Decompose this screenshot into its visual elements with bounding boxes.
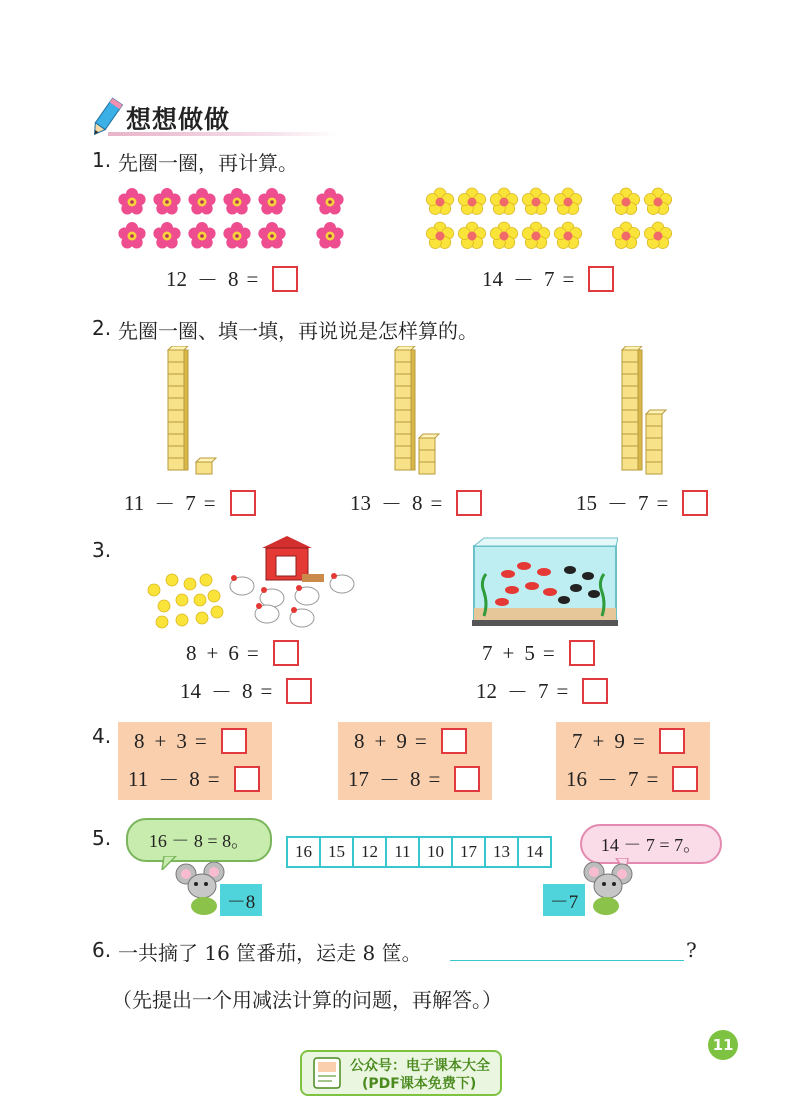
- page-number-badge: 11: [708, 1030, 738, 1060]
- pink-flowers-image: [112, 182, 362, 254]
- tape-cell[interactable]: 10: [420, 838, 453, 866]
- yellow-flowers-image: [420, 182, 680, 254]
- answer-box[interactable]: [286, 678, 312, 704]
- fish-tank-image: [472, 536, 618, 628]
- q3-right-equation-2: 12 － 7 =: [476, 676, 608, 706]
- q4-g2-equation-1: 8 + 9 =: [354, 728, 467, 754]
- page-title: 想想做做: [126, 105, 231, 134]
- answer-box[interactable]: [441, 728, 467, 754]
- q6-question-mark: ?: [686, 938, 697, 962]
- answer-box[interactable]: [230, 490, 256, 516]
- answer-line[interactable]: [450, 960, 684, 961]
- tape-cell[interactable]: 14: [526, 842, 543, 861]
- footer-banner: [300, 1050, 502, 1096]
- answer-box[interactable]: [569, 640, 595, 666]
- q4-number: 4.: [92, 724, 112, 748]
- answer-box[interactable]: [682, 490, 708, 516]
- q1-left-equation: 12 － 8 =: [166, 264, 298, 294]
- q6-text: 一共摘了 16 筐番茄，运走 8 筐。: [118, 941, 422, 965]
- q4-g1-equation-2: 11 － 8 =: [128, 764, 260, 794]
- q2-equation-1: 11 － 7 =: [124, 488, 256, 518]
- footer-line-1: 公众号：电子课本大全: [350, 1058, 490, 1074]
- q6-number: 6.: [92, 938, 112, 962]
- right-number-card: －7: [543, 884, 585, 916]
- q2-equation-3: 15 － 7 =: [576, 488, 708, 518]
- q6-note: （先提出一个用减法计算的问题，再解答。）: [112, 988, 502, 1012]
- tape-cell[interactable]: 15: [321, 838, 354, 866]
- q2-number: 2.: [92, 316, 112, 340]
- q3-left-equation-2: 14 － 8 =: [180, 676, 312, 706]
- answer-box[interactable]: [588, 266, 614, 292]
- q4-g2-equation-2: 17 － 8 =: [348, 764, 480, 794]
- footer-line-2: (PDF课本免费下): [362, 1076, 477, 1092]
- answer-box[interactable]: [672, 766, 698, 792]
- tape-cell[interactable]: 11: [387, 838, 420, 866]
- mouse-right-icon: [580, 862, 636, 916]
- chicks-and-hens-image: [142, 534, 362, 634]
- number-tape: [286, 836, 552, 868]
- q3-number: 3.: [92, 538, 112, 562]
- q2-text: 先圈一圈、填一填，再说说是怎样算的。: [118, 319, 478, 343]
- tape-cell[interactable]: 16: [288, 838, 321, 866]
- ten-rod-blocks-2: [387, 346, 447, 480]
- left-speech-bubble: 16 － 8 = 8。: [126, 818, 272, 862]
- ten-rod-blocks-1: [160, 346, 220, 480]
- answer-box[interactable]: [659, 728, 685, 754]
- q4-g3-equation-2: 16 － 7 =: [566, 764, 698, 794]
- answer-box[interactable]: [234, 766, 260, 792]
- q4-g1-equation-1: 8 + 3 =: [134, 728, 247, 754]
- answer-box[interactable]: [221, 728, 247, 754]
- q2-equation-2: 13 － 8 =: [350, 488, 482, 518]
- ten-rod-blocks-3: [614, 346, 674, 480]
- left-number-card: －8: [220, 884, 262, 916]
- right-speech-bubble: 14 － 7 = 7。: [580, 824, 722, 864]
- q3-left-equation-1: 8 + 6 =: [186, 640, 299, 666]
- q1-number: 1.: [92, 148, 112, 172]
- q4-g3-equation-1: 7 + 9 =: [572, 728, 685, 754]
- answer-box[interactable]: [273, 640, 299, 666]
- answer-box[interactable]: [454, 766, 480, 792]
- q5-number: 5.: [92, 826, 112, 850]
- section-header: [88, 96, 268, 140]
- tape-cell[interactable]: 13: [486, 838, 519, 866]
- tape-cell[interactable]: 12: [354, 838, 387, 866]
- book-icon: [312, 1056, 342, 1090]
- answer-box[interactable]: [582, 678, 608, 704]
- q1-right-equation: 14 － 7 =: [482, 264, 614, 294]
- answer-box[interactable]: [272, 266, 298, 292]
- tape-cell[interactable]: 17: [453, 838, 486, 866]
- q1-text: 先圈一圈，再计算。: [118, 151, 298, 175]
- answer-box[interactable]: [456, 490, 482, 516]
- q3-right-equation-1: 7 + 5 =: [482, 640, 595, 666]
